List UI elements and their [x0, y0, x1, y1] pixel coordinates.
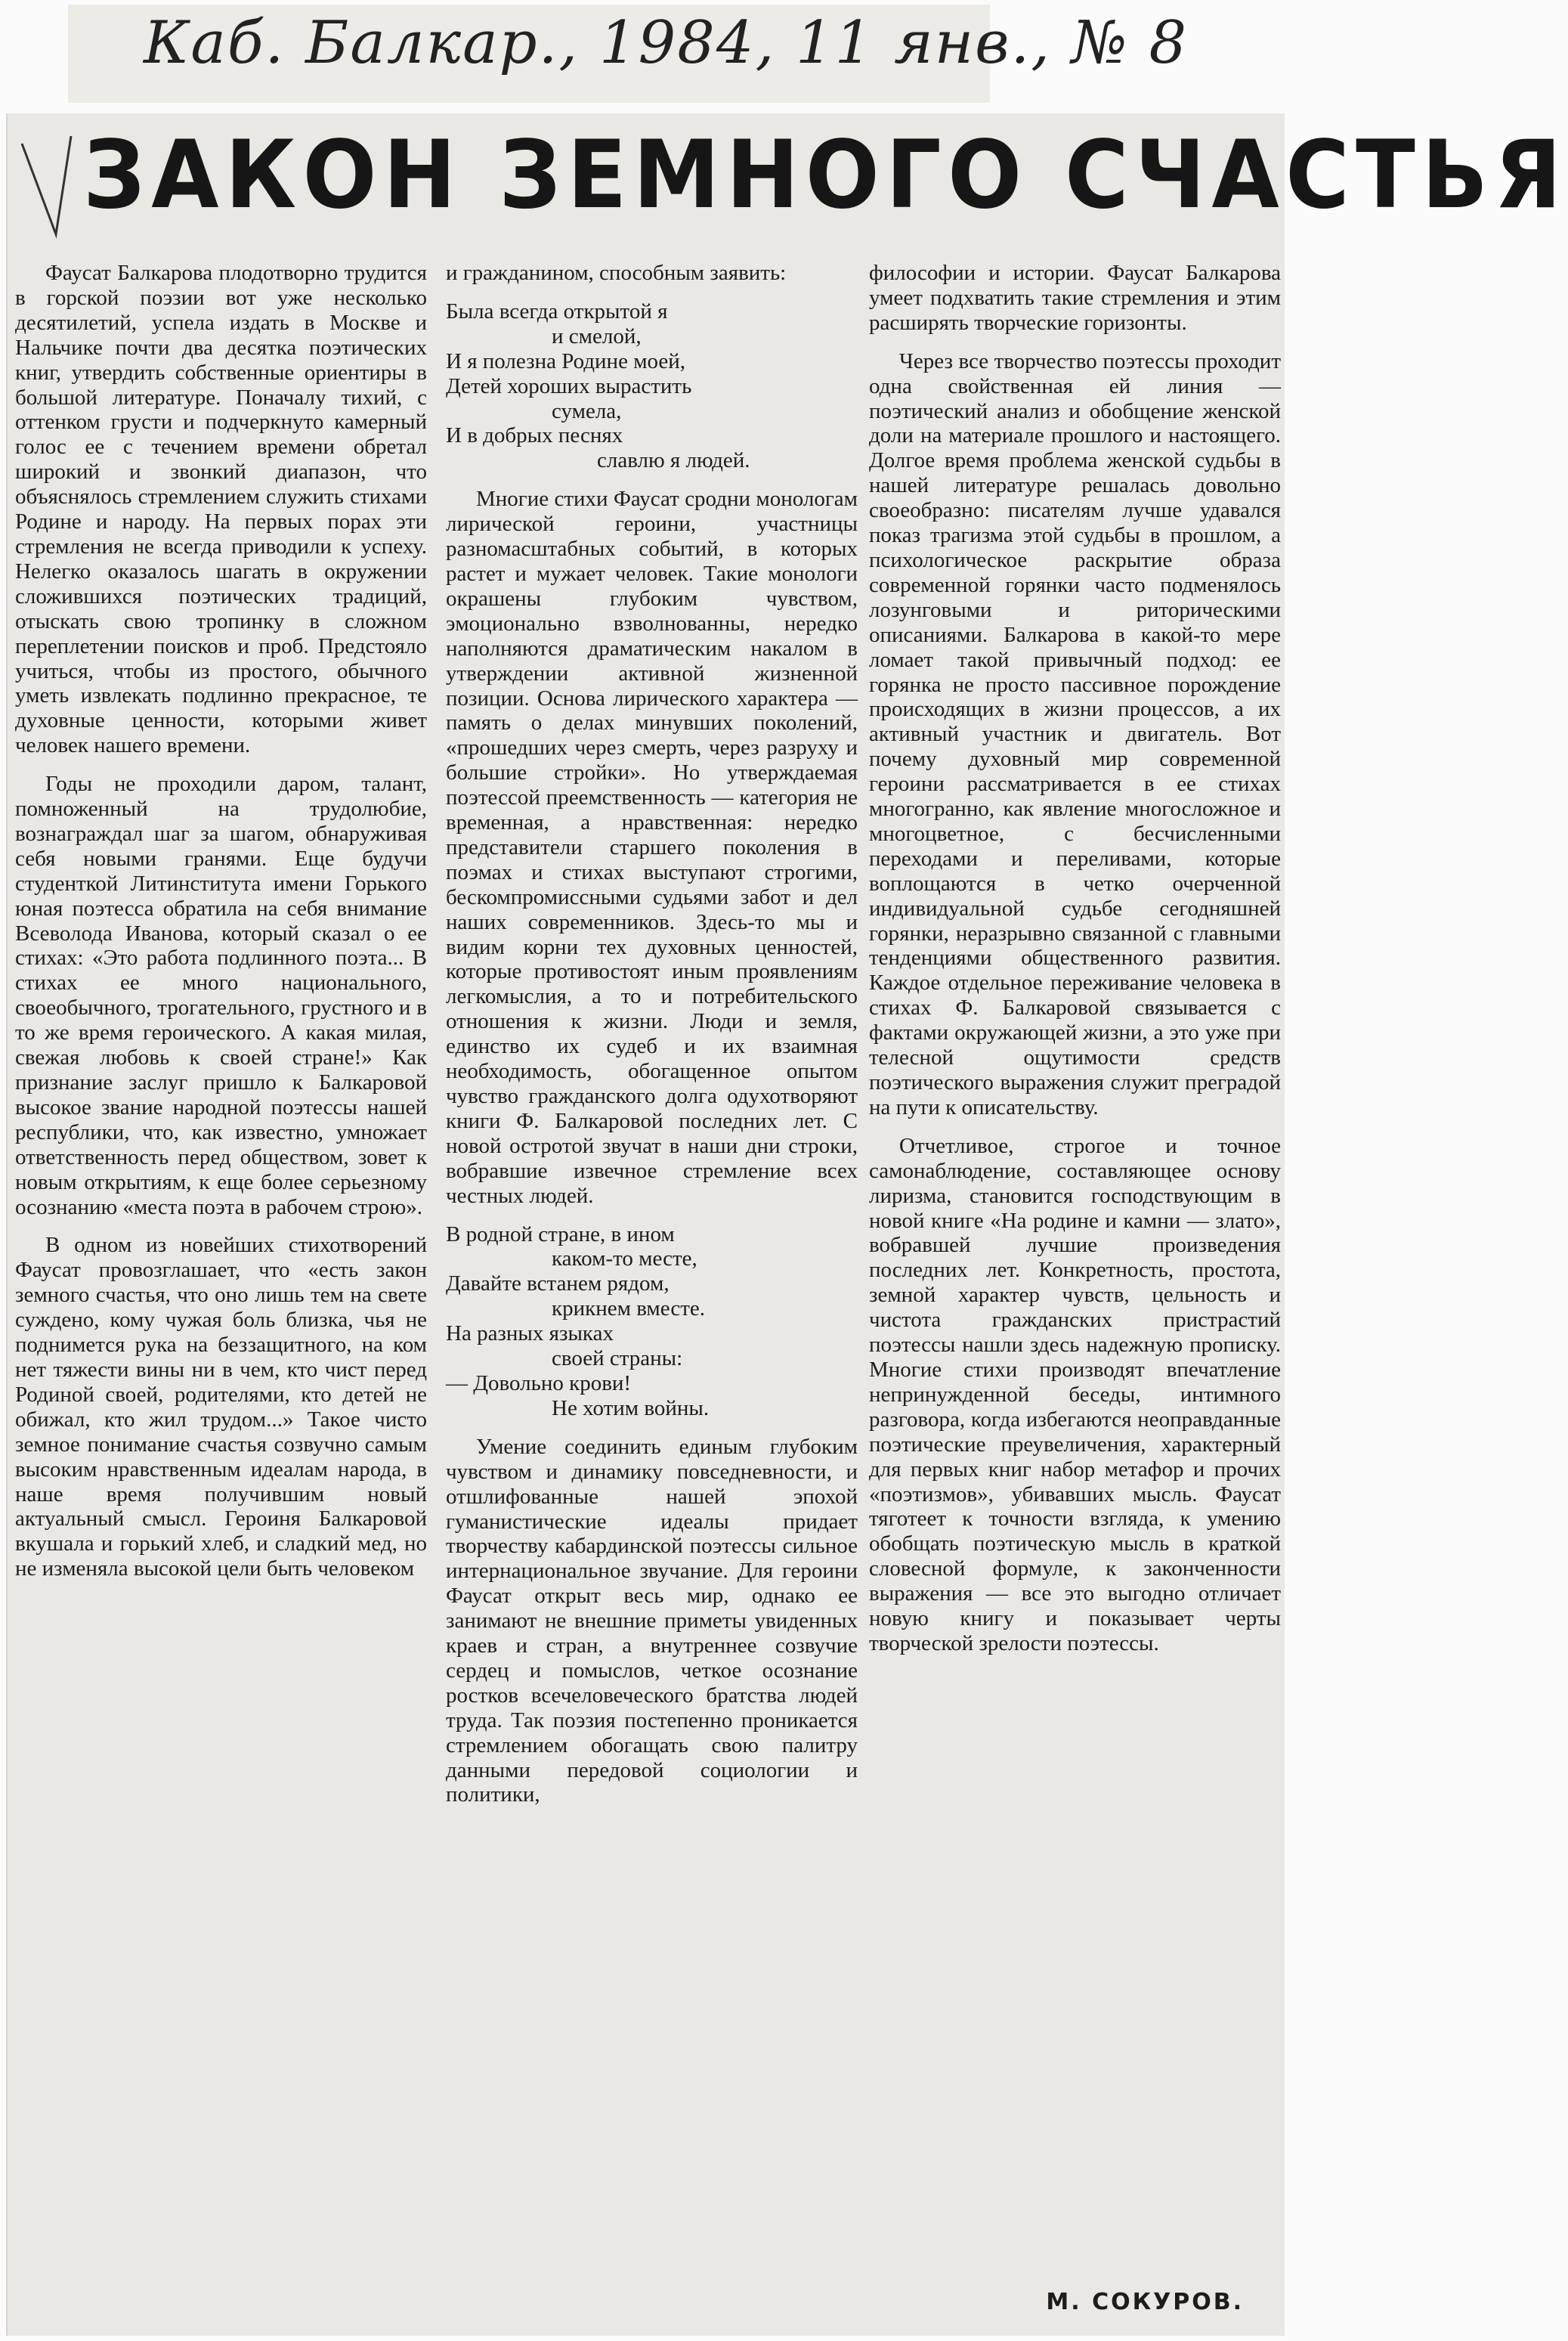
- verse-line: сумела,: [552, 398, 622, 423]
- verse-line: славлю я людей.: [597, 448, 750, 473]
- handwritten-citation: Каб. Балкар., 1984, 11 янв., № 8: [144, 9, 1189, 77]
- verse-line: крикнем вместе.: [552, 1296, 705, 1321]
- verse-line: и смелой,: [552, 324, 642, 348]
- column-1: [15, 261, 427, 1595]
- paragraph: Отчетливое, строгое и точное самонаблюдение, составляющее основу лиризма, становится господствующим в новой книге «На родине и камни — злато», вобравшей лучшие произведения последних лет. Конкретность, простота, земной характер чувств, цельность и чистота гражданских пристрастий поэтессы нашли здесь надежную прописку. Многие стихи производят впечатление непринужденной беседы, интимного разговора, когда избегаются неоправданные поэтические преувеличения, характерный для первых книг набор метафор и прочих «поэтизмов», убивавших мысль. Фаусат тяготеет к точности взгляда, к умению обобщать поэтическую мысль в краткой словесной формуле, к законченности выражения — все это выгодно отличает новую книгу и показывает черты творческой зрелости поэтессы.: [869, 1133, 1281, 1655]
- column-2: [446, 261, 858, 1821]
- verse-block: [446, 1222, 858, 1421]
- article-headline: ЗАКОН ЗЕМНОГО СЧАСТЬЯ: [83, 121, 1568, 230]
- paragraph: Фаусат Балкарова плодотворно трудится в горской поэзии вот уже несколько десятилетий, успела издать в Москве и Нальчике почти два десятка поэтических книг, утвердить собственные ориентиры в большой литературе. Поначалу тихий, с оттенком грусти и подчеркнуто камерный голос ее с течением времени обретал широкий и звонкий диапазон, что объяснялось стремлением служить стихами Родине и народу. На первых порах эти стремления не всегда приводили к успеху. Нелегко оказалось шагать в окружении сложившихся поэтических традиций, отыскать свою тропинку в сложном переплетении поисков и проб. Предстояло учиться, чтобы из простого, обычного уметь извлекать подлинно прекрасное, те духовные ценности, которыми живет человек нашего времени.: [15, 261, 427, 758]
- paragraph: Через все творчество поэтессы проходит одна свойственная ей линия — поэтический анализ и обобщение женской доли на материале прошлого и настоящего. Долгое время проблема женской судьбы в нашей литературе решалась довольно своеобразно: писателям лучше удавался показ трагизма этой судьбы в прошлом, а психологическое раскрытие образа современной горянки часто подменялось лозунговыми и риторическими описаниями. Балкарова в какой-то мере ломает такой привычный подход: ее горянка не просто пассивное порождение происходящих в жизни процессов, а их активный участник и двигатель. Вот почему духовный мир современной героини рассматривается в ее стихах многогранно, как явление многосложное и многоцветное, с бесчисленными переходами и переливами, которые воплощаются в четко очерченной индивидуальной судьбе сегодняшней горянки, неразрывно связанной с главными тенденциями общественного развития. Каждое отдельное переживание человека в стихах Ф. Балкаровой связывается с фактами окружающей жизни, а это уже при телесной ощутимости средств поэтического выражения служит преградой на пути к описательству.: [869, 348, 1281, 1119]
- verse-line: Не хотим войны.: [552, 1395, 710, 1420]
- paragraph: философии и истории. Фаусат Балкарова умеет подхватить такие стремления и этим расширять творческие горизонты.: [869, 261, 1281, 335]
- paragraph: В одном из новейших стихотворений Фаусат провозглашает, что «есть закон земного счастья, что оно лишь тем на свете суждено, кому чужая боль близка, чья не поднимется рука на беззащитного, на ком нет тяжести вины ни в чем, кто чист перед Родиной своей, родителями, кто детей не обижал, кто жил трудом...» Такое чисто земное понимание счастья созвучно самым высоким нравственным идеалам народа, в наше время получившим новый актуальный смысл. Героиня Балкаровой вкушала и горький хлеб, и сладкий мед, но не изменяла высокой цели быть человеком: [15, 1233, 427, 1581]
- verse-line: каком-то месте,: [552, 1246, 697, 1271]
- author-byline: М. СОКУРОВ.: [1046, 2289, 1244, 2315]
- verse-line: — Довольно крови!: [446, 1370, 632, 1395]
- verse-line: И я полезна Родине моей,: [446, 348, 686, 373]
- paragraph: Многие стихи Фаусат сродни монологам лирической героини, участницы разномасштабных событий, в которых растет и мужает человек. Такие монологи окрашены глубоким чувством, эмоционально взволнованны, нередко наполняются драматическим накалом в утверждении активной жизненной позиции. Основа лирического характера — память о делах минувших поколений, «прошедших через смерть, через разруху и большие стройки». Но утверждаемая поэтессой преемственность — категория не временная, а нравственная: нередко представители старшего поколения в поэмах и стихах выступают строгими, бескомпромиссными судьями забот и дел наших современников. Здесь-то мы и видим корни тех духовных ценностей, которые противостоят иным проявлениям легкомыслия, а то и потребительского отношения к жизни. Люди и земля, единство их судеб и их взаимная необходимость, обогащенное опытом чувство гражданского долга одухотворяют книги Ф. Балкаровой последних лет. С новой остротой звучат в наши дни строки, вобравшие извечное стремление всех честных людей.: [446, 487, 858, 1208]
- verse-line: Давайте встанем рядом,: [446, 1271, 670, 1296]
- verse-line: Была всегда открытой я: [446, 299, 668, 324]
- verse-line: своей страны:: [552, 1346, 683, 1371]
- verse-line: На разных языках: [446, 1321, 614, 1346]
- verse-line: И в добрых песнях: [446, 423, 623, 448]
- verse-block: [446, 299, 858, 473]
- verse-line: Детей хороших вырастить: [446, 373, 692, 398]
- handwritten-note-strip: [68, 5, 1189, 103]
- column-3: [869, 261, 1281, 1670]
- paragraph: Умение соединить единым глубоким чувством и динамику повседневности, и отшлифованные нашей эпохой гуманистические идеалы придает творчеству кабардинской поэтессы сильное интернациональное звучание. Для героини Фаусат открыт весь мир, однако ее занимают не внешние приметы увиденных краев и стран, а внутреннее созвучие сердец и помыслов, четкое осознание ростков всечеловеческого братства людей труда. Так поэзия постепенно проникается стремлением обогащать свою палитру данными передовой социологии и политики,: [446, 1434, 858, 1807]
- paragraph: Годы не проходили даром, талант, помноженный на трудолюбие, вознаграждал шаг за шагом, обнаруживая себя новыми гранями. Еще будучи студенткой Литинститута имени Горького юная поэтесса обратила на себя внимание Всеволода Иванова, который сказал о ее стихах: «Это работа подлинного поэта... В стихах ее много национального, своеобычного, трогательного, грустного и в то же время героического. А какая милая, свежая любовь к своей стране!» Как признание заслуг пришло к Балкаровой высокое звание народной поэтессы нашей республики, что, как известно, умножает ответственность перед обществом, зовет к новым открытиям, к еще более серьезному осознанию «места поэта в рабочем строю».: [15, 772, 427, 1219]
- pencil-mark-icon: [18, 129, 79, 242]
- paragraph: и гражданином, способным заявить:: [446, 261, 787, 285]
- verse-line: В родной стране, в ином: [446, 1222, 675, 1246]
